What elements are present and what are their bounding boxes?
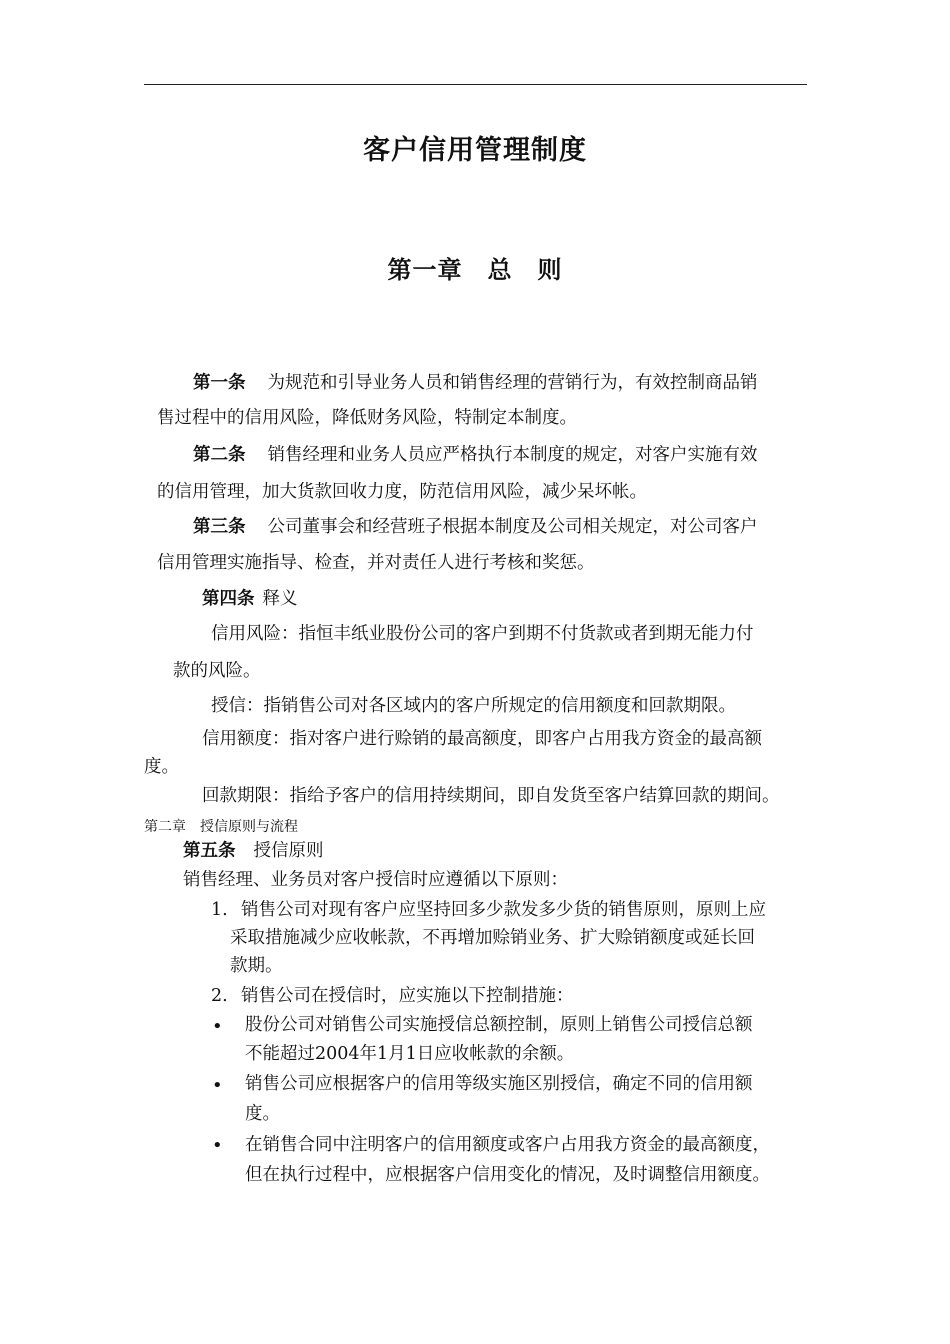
article-5-text: 授信原则 <box>253 841 324 861</box>
definition-risk-line-2: 款的风险。 <box>173 661 261 681</box>
article-2-line-2: 的信用管理，加大货款回收力度，防范信用风险，减少呆坏帐。 <box>157 482 647 502</box>
article-5-label: 第五条 <box>183 841 236 861</box>
article-4-text: 释义 <box>262 589 298 609</box>
bullet-2-line-2: 度。 <box>245 1104 280 1124</box>
chapter-2-heading: 第二章 授信原则与流程 <box>144 819 298 835</box>
definition-credit: 授信：指销售公司对各区域内的客户所规定的信用额度和回款期限。 <box>211 696 736 716</box>
bullet-3-line-2: 但在执行过程中，应根据客户信用变化的情况，及时调整信用额度。 <box>245 1165 770 1185</box>
bullet-1-symbol: • <box>212 1016 223 1037</box>
item-1-line-3: 款期。 <box>230 956 283 976</box>
article-3-line-1 <box>193 519 758 537</box>
bullet-3-symbol: • <box>212 1135 223 1156</box>
article-2-line-1 <box>193 447 758 465</box>
article-1-label: 第一条 <box>193 373 246 393</box>
article-1-line-2: 售过程中的信用风险，降低财务风险，特制定本制度。 <box>157 408 577 428</box>
definition-limit-line-2: 度。 <box>144 757 179 777</box>
bullet-3-line-1: 在销售合同中注明客户的信用额度或客户占用我方资金的最高额度， <box>245 1135 770 1155</box>
item-1-line-1: 销售公司对现有客户应坚持回多少款发多少货的销售原则，原则上应 <box>241 900 766 920</box>
article-3-text: 公司董事会和经营班子根据本制度及公司相关规定，对公司客户 <box>267 517 758 537</box>
article-4-label: 第四条 <box>202 589 255 609</box>
chapter-1-heading: 第一章 总 则 <box>387 255 563 284</box>
item-1-line-2: 采取措施减少应收帐款，不再增加赊销业务、扩大赊销额度或延长回 <box>230 928 755 948</box>
item-2-number: 2. <box>211 986 228 1006</box>
bullet-2-symbol: • <box>212 1075 223 1096</box>
bullet-1-line-2: 不能超过2004年1月1日应收帐款的余额。 <box>245 1044 575 1064</box>
bullet-2-line-1: 销售公司应根据客户的信用等级实施区别授信，确定不同的信用额 <box>245 1074 753 1094</box>
item-1-number: 1. <box>211 900 228 920</box>
article-1-line-1 <box>193 375 758 393</box>
article-5-intro: 销售经理、业务员对客户授信时应遵循以下原则： <box>183 870 568 890</box>
article-2-label: 第二条 <box>193 445 246 465</box>
document-title: 客户信用管理制度 <box>363 135 587 166</box>
item-2-line-1: 销售公司在授信时，应实施以下控制措施： <box>241 986 574 1006</box>
article-4-line <box>202 591 298 609</box>
definition-period: 回款期限：指给予客户的信用持续期间，即自发货至客户结算回款的期间。 <box>202 786 780 806</box>
article-1-text: 为规范和引导业务人员和销售经理的营销行为，有效控制商品销 <box>267 373 758 393</box>
definition-risk-line-1: 信用风险：指恒丰纸业股份公司的客户到期不付货款或者到期无能力付 <box>211 624 754 644</box>
article-5-line <box>183 843 324 861</box>
article-2-text: 销售经理和业务人员应严格执行本制度的规定，对客户实施有效 <box>267 445 758 465</box>
definition-limit-line-1: 信用额度：指对客户进行赊销的最高额度，即客户占用我方资金的最高额 <box>202 729 762 749</box>
article-3-label: 第三条 <box>193 517 246 537</box>
bullet-1-line-1: 股份公司对销售公司实施授信总额控制，原则上销售公司授信总额 <box>245 1015 753 1035</box>
header-rule <box>144 84 807 85</box>
article-3-line-2: 信用管理实施指导、检查，并对责任人进行考核和奖惩。 <box>157 553 595 573</box>
